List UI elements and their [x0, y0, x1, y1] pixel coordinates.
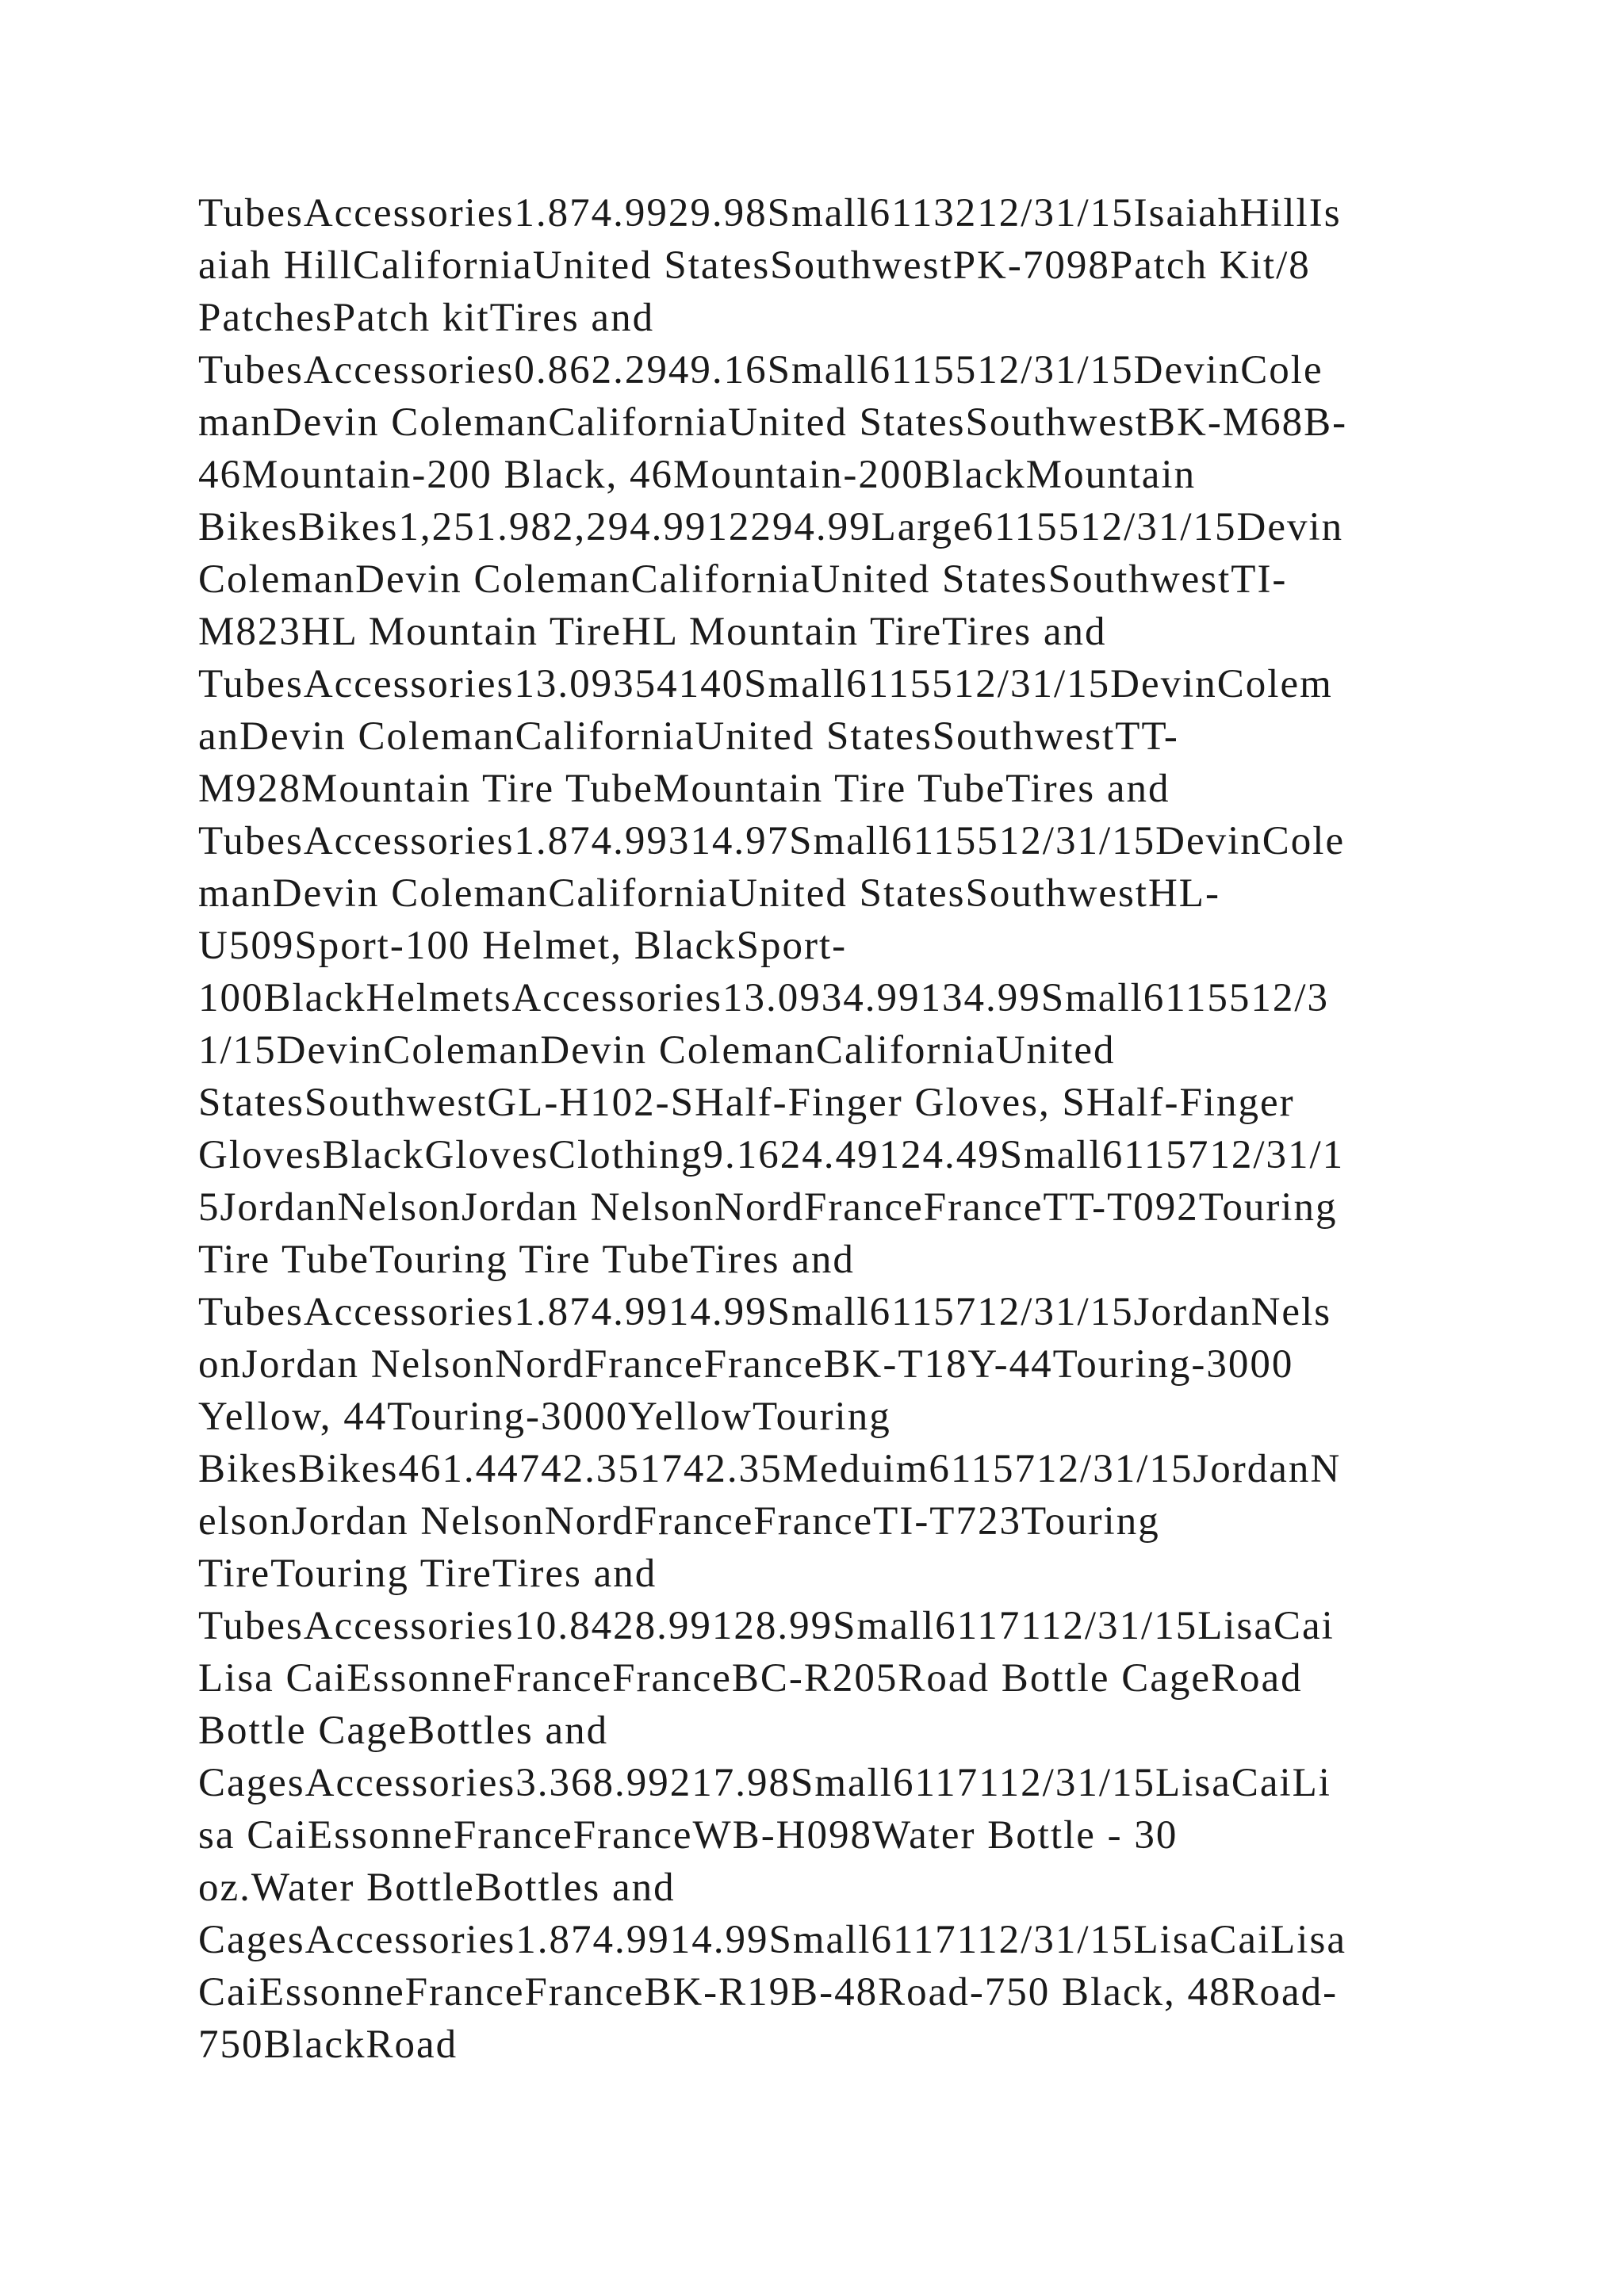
- text-line: TubesAccessories1.874.9929.98Small6113212/31/15IsaiahHillIs: [198, 191, 1342, 235]
- text-line: onJordan NelsonNordFranceFranceBK-T18Y-44Touring-3000: [198, 1342, 1294, 1387]
- text-line: U509Sport-100 Helmet, BlackSport-: [198, 924, 848, 968]
- text-line: 1/15DevinColemanDevin ColemanCaliforniaUnited: [198, 1028, 1116, 1073]
- text-line: 100BlackHelmetsAccessories13.0934.99134.99Small6115512/3: [198, 976, 1330, 1020]
- text-line: Lisa CaiEssonneFranceFranceBC-R205Road Bottle CageRoad: [198, 1656, 1303, 1701]
- text-line: TubesAccessories1.874.99314.97Small6115512/31/15DevinCole: [198, 819, 1346, 863]
- text-line: Tire TubeTouring Tire TubeTires and: [198, 1238, 855, 1282]
- text-line: 750BlackRoad: [198, 2022, 458, 2067]
- text-line: oz.Water BottleBottles and: [198, 1866, 676, 1910]
- text-line: CagesAccessories3.368.99217.98Small6117112/31/15LisaCaiLi: [198, 1761, 1331, 1805]
- text-line: TireTouring TireTires and: [198, 1552, 657, 1596]
- text-line: elsonJordan NelsonNordFranceFranceTI-T723Touring: [198, 1499, 1160, 1544]
- text-line: StatesSouthwestGL-H102-SHalf-Finger Gloves, SHalf-Finger: [198, 1081, 1295, 1125]
- document-text-block: [198, 187, 1435, 2071]
- text-line: aiah HillCaliforniaUnited StatesSouthwestPK-7098Patch Kit/8: [198, 243, 1311, 288]
- text-line: sa CaiEssonneFranceFranceWB-H098Water Bottle - 30: [198, 1813, 1178, 1858]
- text-line: CagesAccessories1.874.9914.99Small6117112/31/15LisaCaiLisa: [198, 1918, 1346, 1962]
- text-line: M823HL Mountain TireHL Mountain TireTires and: [198, 610, 1107, 654]
- text-line: ColemanDevin ColemanCaliforniaUnited StatesSouthwestTI-: [198, 557, 1288, 602]
- text-line: Yellow, 44Touring-3000YellowTouring: [198, 1395, 891, 1439]
- text-line: TubesAccessories10.8428.99128.99Small6117112/31/15LisaCai: [198, 1604, 1335, 1648]
- text-line: M928Mountain Tire TubeMountain Tire TubeTires and: [198, 767, 1170, 811]
- text-line: BikesBikes1,251.982,294.9912294.99Large6115512/31/15Devin: [198, 505, 1344, 549]
- text-line: CaiEssonneFranceFranceBK-R19B-48Road-750 Black, 48Road-: [198, 1970, 1339, 2015]
- text-line: manDevin ColemanCaliforniaUnited StatesSouthwestBK-M68B-: [198, 400, 1348, 445]
- text-line: TubesAccessories1.874.9914.99Small6115712/31/15JordanNels: [198, 1290, 1332, 1334]
- text-line: anDevin ColemanCaliforniaUnited StatesSouthwestTT-: [198, 714, 1179, 759]
- text-line: GlovesBlackGlovesClothing9.1624.49124.49Small6115712/31/1: [198, 1133, 1345, 1177]
- text-line: TubesAccessories0.862.2949.16Small6115512/31/15DevinCole: [198, 348, 1323, 392]
- text-line: BikesBikes461.44742.351742.35Meduim6115712/31/15JordanN: [198, 1447, 1342, 1491]
- text-line: manDevin ColemanCaliforniaUnited StatesSouthwestHL-: [198, 871, 1220, 916]
- text-line: 46Mountain-200 Black, 46Mountain-200BlackMountain: [198, 453, 1197, 497]
- text-line: PatchesPatch kitTires and: [198, 296, 655, 340]
- text-line: 5JordanNelsonJordan NelsonNordFranceFranceTT-T092Touring: [198, 1185, 1338, 1230]
- text-line: TubesAccessories13.09354140Small6115512/31/15DevinColem: [198, 662, 1333, 706]
- text-line: Bottle CageBottles and: [198, 1709, 609, 1753]
